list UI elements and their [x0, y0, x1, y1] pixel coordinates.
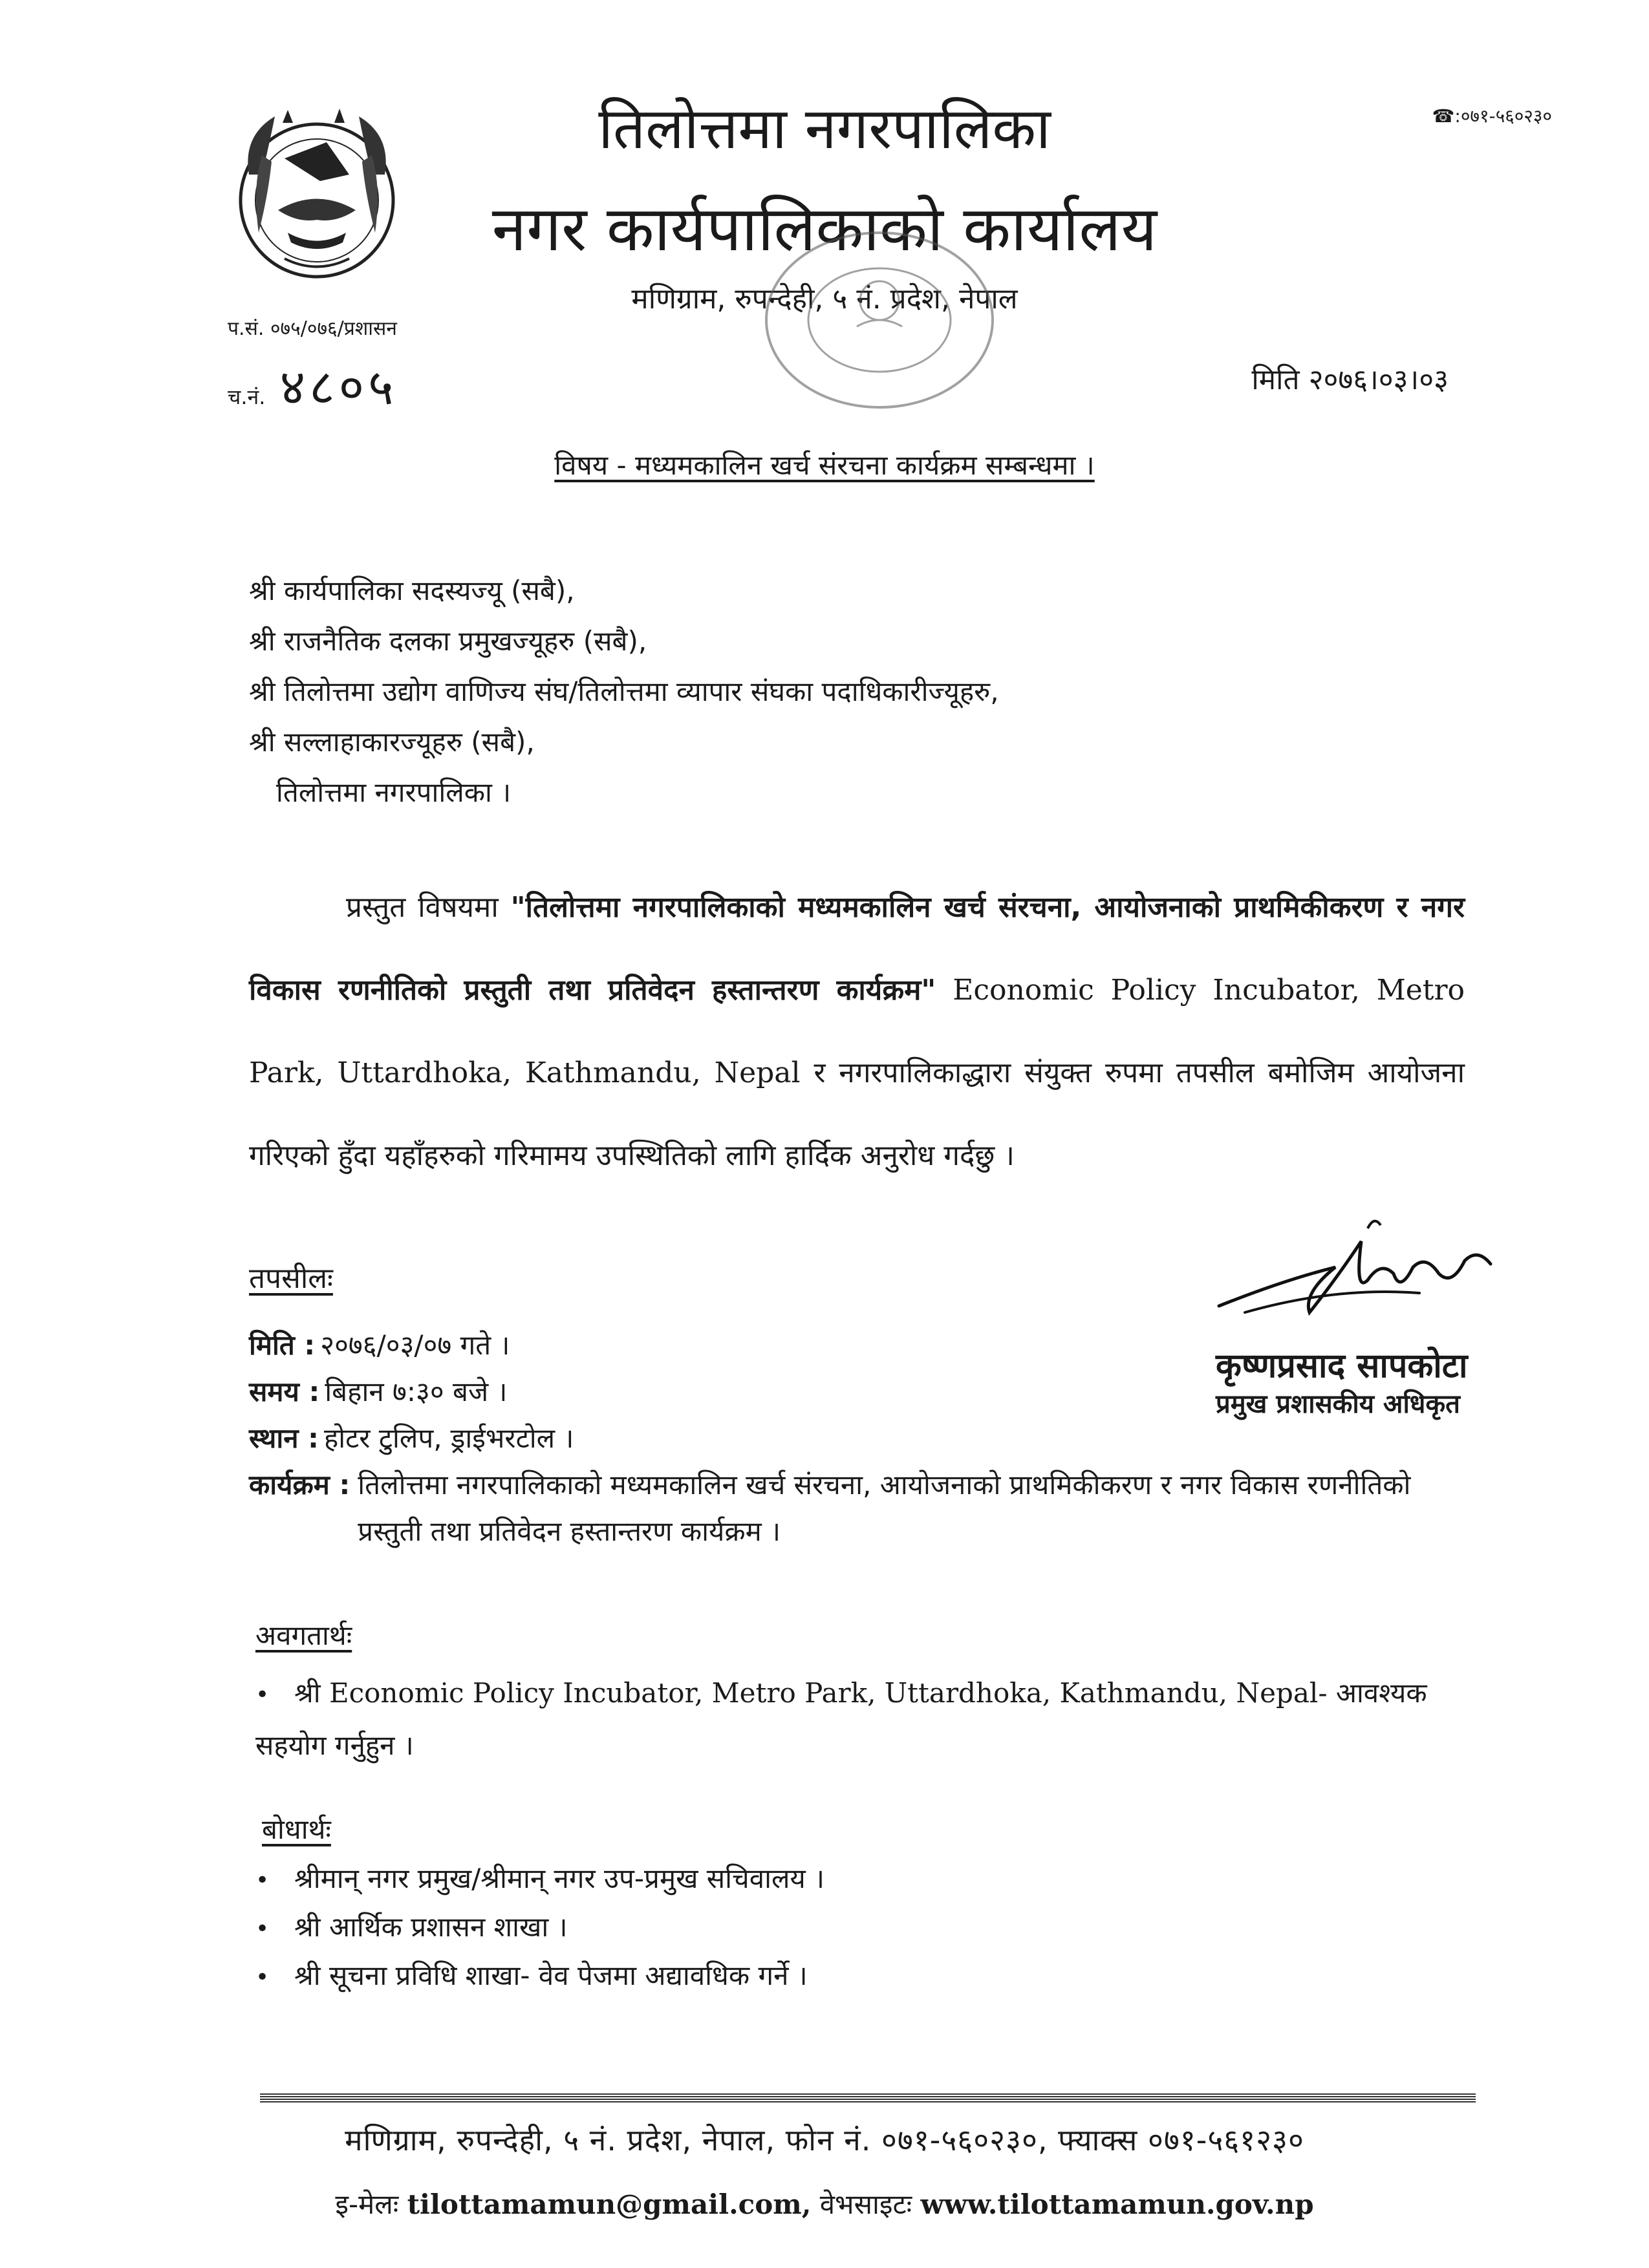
- list-item: [255, 1856, 824, 1904]
- website-link[interactable]: www.tilottamamun.gov.np: [920, 2188, 1314, 2220]
- details-value: २०७६/०३/०७ गते ।: [320, 1329, 510, 1361]
- letter-number-value: ४८०५: [279, 358, 398, 416]
- ref-label: प.सं.: [228, 317, 264, 340]
- body-lead: प्रस्तुत विषयमा: [346, 891, 499, 924]
- recipient-item: श्री तिलोत्तमा उद्योग वाणिज्य संघ/तिलोत्तमा व्यापार संघका पदाधिकारीज्यूहरु,: [249, 676, 999, 707]
- email-link[interactable]: tilottamamun@gmail.com,: [407, 2188, 812, 2220]
- bullet-icon: •: [255, 1867, 270, 1894]
- footer-contact: [0, 2185, 1649, 2222]
- info-list: [255, 1668, 1471, 1771]
- signatory-name: कृष्णप्रसाद सापकोटा: [1216, 1347, 1468, 1385]
- bullet-icon: •: [255, 1916, 270, 1942]
- details-label: मिति :: [249, 1329, 316, 1361]
- bullet-icon: •: [255, 1964, 270, 1991]
- body-rest: र नगरपालिकाद्धारा संयुक्त रुपमा तपसील बमोजिम आयोजना गरिएको हुँदा यहाँहरुको गरिमामय उपस्थितिको लागि हार्दिक अनुरोध गर्दछु ।: [249, 1056, 1465, 1172]
- details-value: बिहान ७:३० बजे ।: [325, 1376, 508, 1407]
- details-title: तपसीलः: [249, 1262, 333, 1295]
- office-name: तिलोत्तमा नगरपालिका: [598, 95, 1051, 162]
- office-address: मणिग्राम, रुपन्देही, ५ नं. प्रदेश, नेपाल: [631, 283, 1018, 316]
- office-seal-icon: [760, 230, 999, 414]
- letter-date: [1251, 359, 1449, 398]
- subject-text: विषय - मध्यमकालिन खर्च संरचना कार्यक्रम सम्बन्धमा ।: [554, 449, 1095, 481]
- signatory-title: प्रमुख प्रशासकीय अधिकृत: [1216, 1389, 1460, 1419]
- letter-label: च.नं.: [228, 385, 266, 409]
- recipient-item: श्री सल्लाहाकारज्यूहरु (सबै),: [249, 726, 535, 758]
- list-item: [255, 1668, 1471, 1771]
- phone-number: ☎:०७१-५६०२३०: [1432, 105, 1552, 127]
- program-name: "तिलोत्तमा नगरपालिकाको मध्यमकालिन खर्च संरचना, आयोजनाको प्राथमिकीकरण र नगर विकास रणनीतिको प्रस्तुती तथा प्रतिवेदन हस्तान्तरण कार्यक्रम": [249, 891, 1465, 1007]
- cc-title: बोधार्थः: [262, 1813, 331, 1845]
- date-value: २०७६।०३।०३: [1308, 363, 1449, 396]
- recipient-item: तिलोत्तमा नगरपालिका ।: [276, 776, 512, 808]
- cc-item-text: श्रीमान् नगर प्रमुख/श्रीमान् नगर उप-प्रमुख सचिवालय ।: [294, 1863, 825, 1894]
- cc-list: [255, 1856, 824, 2001]
- details-value: होटर टुलिप, ड्राईभरटोल ।: [323, 1422, 574, 1454]
- list-item: [255, 1904, 824, 1952]
- footer-address: मणिग्राम, रुपन्देही, ५ नं. प्रदेश, नेपाल, फोन नं. ०७१-५६०२३०, फ्याक्स ०७१-५६१२३०: [345, 2123, 1304, 2157]
- ref-value: ०७५/०७६/प्रशासन: [270, 317, 397, 340]
- date-label: मिति: [1251, 363, 1300, 396]
- email-label: इ-मेलः: [335, 2188, 399, 2220]
- footer-divider: [260, 2093, 1476, 2102]
- cc-item-text: श्री सूचना प्रविधि शाखा- वेव पेजमा अद्यावधिक गर्ने ।: [294, 1960, 808, 1991]
- letter-body: [249, 866, 1465, 1197]
- recipient-item: श्री कार्यपालिका सदस्यज्यू (सबै),: [249, 575, 575, 606]
- details-label: कार्यक्रम :: [249, 1469, 350, 1501]
- letter-number: [228, 352, 398, 419]
- website-label: वेभसाइटः: [819, 2188, 912, 2220]
- info-title: अवगतार्थः: [255, 1620, 352, 1651]
- list-item: [255, 1952, 824, 2001]
- office-title: नगर कार्यपालिकाको कार्यालय: [491, 193, 1158, 265]
- details-row: [249, 1415, 1478, 1462]
- subject-line: [0, 446, 1649, 483]
- details-value: तिलोत्तमा नगरपालिकाको मध्यमकालिन खर्च संरचना, आयोजनाको प्राथमिकीकरण र नगर विकास रणनीतिको प्रस्तुती तथा प्रतिवेदन हस्तान्तरण कार्यक्रम ।: [358, 1469, 1411, 1547]
- bullet-icon: •: [255, 1682, 270, 1708]
- recipient-list: [249, 566, 999, 818]
- details-label: स्थान :: [249, 1422, 319, 1454]
- details-row: [249, 1462, 1478, 1555]
- reference-number: [228, 314, 397, 341]
- details-label: समय :: [249, 1376, 320, 1407]
- signature-icon: [1206, 1203, 1510, 1345]
- cc-item-text: श्री आर्थिक प्रशासन शाखा ।: [294, 1911, 568, 1943]
- partner-name: Economic Policy Incubator, Metro Park, Uttardhoka, Kathmandu, Nepal: [249, 974, 1465, 1089]
- info-item-text: श्री Economic Policy Incubator, Metro Park, Uttardhoka, Kathmandu, Nepal- आवश्यक सहयोग गर्नुहुन ।: [255, 1677, 1427, 1761]
- recipient-item: श्री राजनैतिक दलका प्रमुखज्यूहरु (सबै),: [249, 625, 647, 657]
